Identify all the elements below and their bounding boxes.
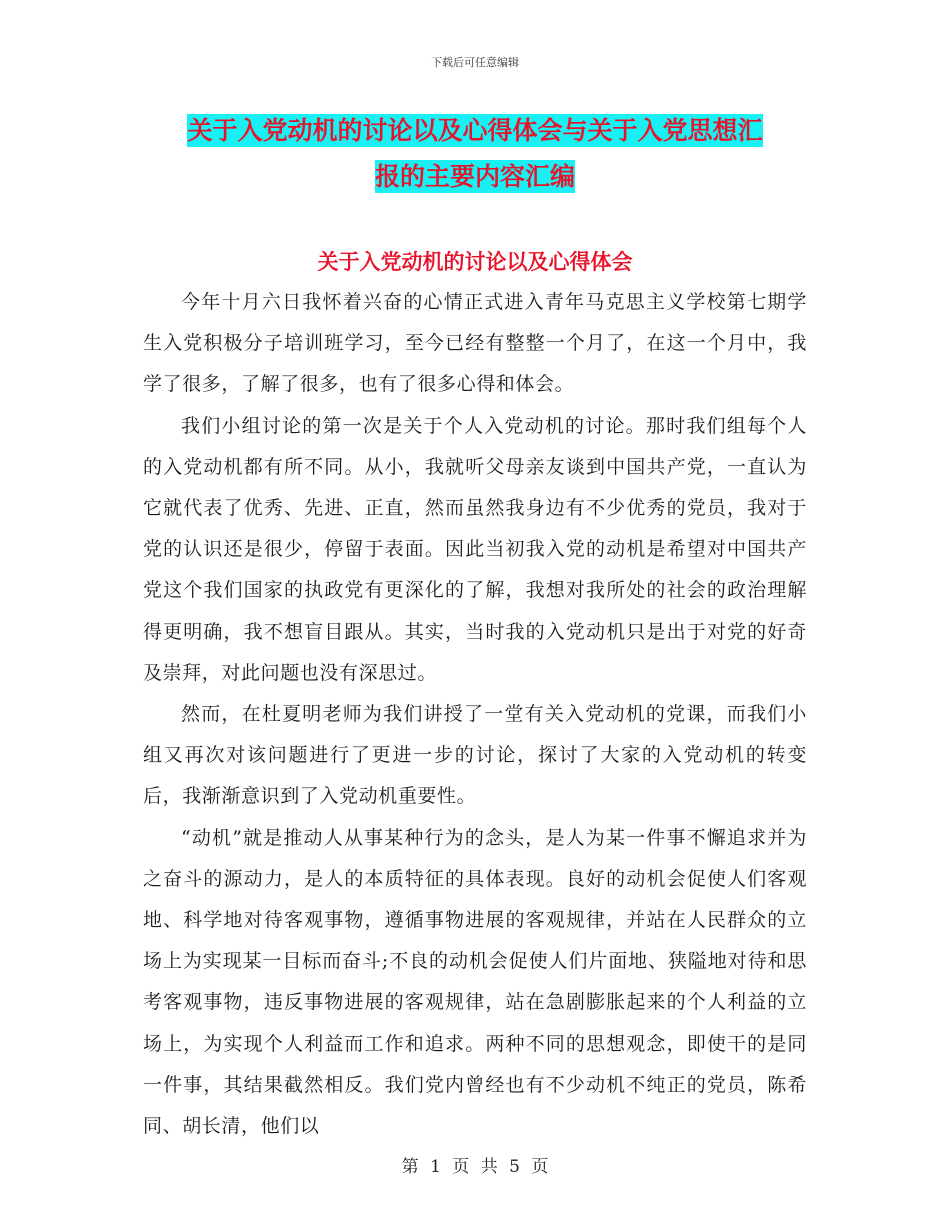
- page-header-note: 下载后可任意编辑: [431, 56, 519, 69]
- section-title: 关于入党动机的讨论以及心得体会: [317, 249, 633, 274]
- paragraph: 然而，在杜夏明老师为我们讲授了一堂有关入党动机的党课，而我们小组又再次对该问题进行了更进一步的讨论，探讨了大家的入党动机的转变后，我渐渐意识到了入党动机重要性。: [143, 703, 807, 808]
- document-title-line-1: 关于入党动机的讨论以及心得体会与关于入党思想汇: [187, 116, 763, 145]
- page-footer: 第 1 页 共 5 页: [401, 1157, 549, 1177]
- paragraph: “动机”就是推动人从事某种行为的念头，是人为某一件事不懈追求并为之奋斗的源动力，是人的本质特征的具体表现。良好的动机会促使人们客观地、科学地对待客观事物，遵循事物进展的客观规律，并站在人民群众的立场上为实现某一目标而奋斗;不良的动机会促使人们片面地、狭隘地对待和思考客观事物，违反事物进展的客观规律，站在急剧膨胀起来的个人利益的立场上，为实现个人利益而工作和追求。两种不同的思想观念，即使干的是同一件事，其结果截然相反。我们党内曾经也有不少动机不纯正的党员，陈希同、胡长清，他们以: [143, 826, 807, 1138]
- body-text: [143, 282, 807, 1147]
- document-title: [120, 108, 830, 200]
- document-title-line-2: 报的主要内容汇编: [374, 162, 575, 191]
- paragraph: 我们小组讨论的第一次是关于个人入党动机的讨论。那时我们组每个人的入党动机都有所不同。从小，我就听父母亲友谈到中国共产党，一直认为它就代表了优秀、先进、正直，然而虽然我身边有不少优秀的党员，我对于党的认识还是很少，停留于表面。因此当初我入党的动机是希望对中国共产党这个我们国家的执政党有更深化的了解，我想对我所处的社会的政治理解得更明确，我不想盲目跟从。其实，当时我的入党动机只是出于对党的好奇及崇拜，对此问题也没有深思过。: [143, 414, 807, 684]
- paragraph: 今年十月六日我怀着兴奋的心情正式进入青年马克思主义学校第七期学生入党积极分子培训班学习，至今已经有整整一个月了，在这一个月中，我学了很多，了解了很多，也有了很多心得和体会。: [143, 291, 807, 396]
